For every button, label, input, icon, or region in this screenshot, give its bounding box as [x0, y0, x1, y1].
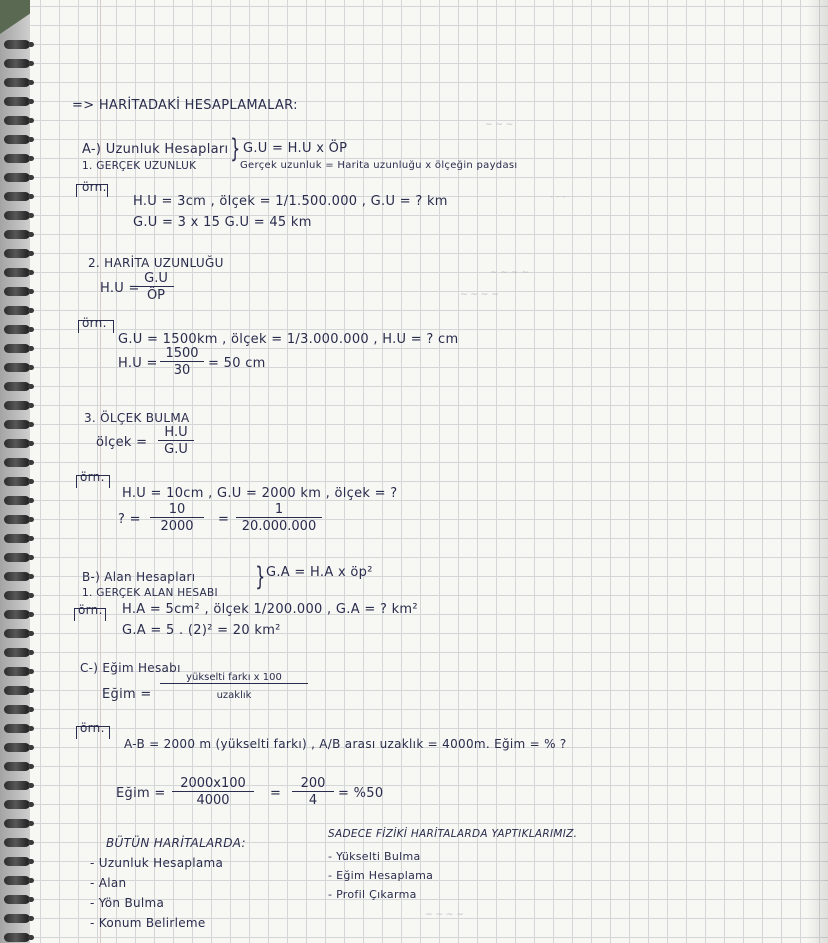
right-list-item: - Eğim Hesaplama [328, 869, 434, 882]
right-list-item: - Profil Çıkarma [328, 888, 417, 901]
spiral-ring [4, 895, 30, 904]
spiral-ring [4, 439, 30, 448]
spiral-ring [4, 249, 30, 258]
spiral-ring [4, 686, 30, 695]
spiral-ring [4, 59, 30, 68]
spiral-ring [4, 477, 30, 486]
example-2-result: = 50 cm [208, 356, 266, 371]
spiral-ring [4, 325, 30, 334]
spiral-ring [4, 40, 30, 49]
example-label: örn. [78, 603, 103, 617]
section-c-example-fraction-1 [172, 776, 254, 808]
fraction-numerator: H.U [158, 425, 194, 441]
section-c-example-result: = %50 [338, 786, 384, 801]
spiral-ring [4, 876, 30, 885]
fraction-numerator: 1500 [160, 346, 204, 362]
section-c-heading: C-) Eğim Hesabı [80, 661, 181, 675]
spiral-ring [4, 116, 30, 125]
example-3-line-1: H.U = 10cm , G.U = 2000 km , ölçek = ? [122, 486, 398, 501]
spiral-ring [4, 781, 30, 790]
spiral-ring [4, 363, 30, 372]
section-c-example-line-1: A-B = 2000 m (yükselti farkı) , A/B arası uzaklık = 4000m. Eğim = % ? [124, 737, 567, 751]
fraction-denominator: 20.000.000 [241, 519, 317, 534]
brace-symbol: } [230, 134, 241, 164]
bleed-through-mark: ~ ~ ~ ~ [425, 910, 464, 920]
example-1-line-1: H.U = 3cm , ölçek = 1/1.500.000 , G.U = ? km [133, 194, 448, 209]
example-1-line-2: G.U = 3 x 15 G.U = 45 km [133, 215, 312, 230]
example-label: örn. [82, 316, 107, 330]
fraction-denominator: uzaklık [216, 690, 252, 701]
spiral-ring [4, 306, 30, 315]
spiral-ring [4, 800, 30, 809]
equals-sign: = [270, 786, 282, 801]
section-a-item3-title: 3. ÖLÇEK BULMA [84, 411, 190, 425]
spiral-ring [4, 762, 30, 771]
spiral-ring [4, 705, 30, 714]
example-2-lhs: H.U = [118, 356, 158, 371]
example-2-line-1: G.U = 1500km , ölçek = 1/3.000.000 , H.U = ? cm [118, 332, 459, 347]
left-list-item: - Yön Bulma [90, 896, 165, 910]
spiral-ring [4, 344, 30, 353]
spiral-ring [4, 211, 30, 220]
bleed-through-mark: - - - [550, 192, 566, 202]
spiral-ring [4, 933, 30, 942]
spiral-ring [4, 268, 30, 277]
bleed-through-mark: ~ ~ ~ ~ [490, 268, 529, 278]
spiral-ring [4, 667, 30, 676]
spiral-ring [4, 724, 30, 733]
section-a-item2-title: 2. HARİTA UZUNLUĞU [88, 256, 224, 270]
page-edge-shadow [806, 0, 828, 943]
spiral-ring [4, 553, 30, 562]
spiral-ring [4, 534, 30, 543]
page-title: => HARİTADAKİ HESAPLAMALAR: [72, 98, 298, 113]
spiral-ring [4, 173, 30, 182]
fraction-denominator: ÖP [146, 288, 166, 303]
equals-sign: = [218, 512, 230, 527]
spiral-ring [4, 401, 30, 410]
graph-paper-page [30, 0, 828, 943]
left-list-item: - Alan [90, 876, 127, 890]
spiral-ring [4, 914, 30, 923]
fraction-denominator: 4 [308, 793, 318, 808]
bleed-through-mark: ~ ~ ~ [485, 120, 514, 130]
section-b-item1-title: 1. GERÇEK ALAN HESABI [82, 587, 218, 599]
fraction-denominator: 4000 [196, 793, 230, 808]
fraction-numerator: yükselti farkı x 100 [160, 672, 308, 684]
spiral-ring [4, 420, 30, 429]
section-a-item1-desc: Gerçek uzunluk = Harita uzunluğu x ölçeğin paydası [240, 160, 518, 171]
section-c-formula-fraction [160, 672, 308, 701]
fraction-numerator: 2000x100 [172, 776, 254, 792]
section-c-example-fraction-2 [292, 776, 334, 808]
spiral-ring [4, 629, 30, 638]
fraction-numerator: G.U [138, 271, 174, 287]
spiral-ring [4, 230, 30, 239]
example-2-fraction [160, 346, 204, 378]
spiral-ring [4, 648, 30, 657]
fraction-denominator: G.U [164, 442, 188, 457]
fraction-denominator: 30 [173, 363, 191, 378]
left-list-item: - Uzunluk Hesaplama [90, 856, 224, 870]
spiral-ring [4, 743, 30, 752]
example-3-lhs: ? = [118, 512, 141, 527]
spiral-ring [4, 819, 30, 828]
example-3-fraction-1 [150, 502, 204, 534]
spiral-ring [4, 572, 30, 581]
spiral-ring [4, 97, 30, 106]
right-list-title: SADECE FİZİKİ HARİTALARDA YAPTIKLARIMIZ. [328, 828, 578, 840]
spiral-ring [4, 192, 30, 201]
left-list-item: - Konum Belirleme [90, 916, 206, 930]
example-3-fraction-2 [236, 502, 322, 534]
item2-formula-fraction [138, 271, 174, 303]
right-list-item: - Yükselti Bulma [328, 850, 421, 863]
example-label: örn. [80, 470, 105, 484]
fraction-denominator: 2000 [160, 519, 194, 534]
spiral-ring [4, 458, 30, 467]
section-c-example-lhs: Eğim = [116, 786, 166, 801]
section-a-item1-title: 1. GERÇEK UZUNLUK [82, 160, 197, 172]
example-label: örn. [82, 180, 107, 194]
item2-formula-lhs: H.U = [100, 281, 140, 296]
spiral-ring [4, 591, 30, 600]
spiral-ring [4, 496, 30, 505]
spiral-ring [4, 857, 30, 866]
spiral-ring [4, 382, 30, 391]
left-list-title: BÜTÜN HARİTALARDA: [106, 836, 246, 850]
example-label: örn. [80, 721, 105, 735]
brace-symbol: } [255, 562, 266, 592]
spiral-ring [4, 287, 30, 296]
fraction-numerator: 1 [236, 502, 322, 518]
section-a-formula: G.U = H.U x ÖP [243, 141, 348, 156]
fraction-numerator: 10 [150, 502, 204, 518]
spiral-ring [4, 838, 30, 847]
item3-formula-fraction [158, 425, 194, 457]
spiral-ring [4, 78, 30, 87]
section-a-heading: A-) Uzunluk Hesapları [82, 142, 229, 157]
bleed-through-mark: ~ ~ ~ ~ [460, 290, 499, 300]
spiral-ring [4, 515, 30, 524]
spiral-ring [4, 154, 30, 163]
section-b-example-line-2: G.A = 5 . (2)² = 20 km² [122, 623, 281, 638]
spiral-ring [4, 610, 30, 619]
fraction-numerator: 200 [292, 776, 334, 792]
item3-formula-lhs: ölçek = [96, 435, 148, 450]
section-b-example-line-1: H.A = 5cm² , ölçek 1/200.000 , G.A = ? km² [122, 602, 418, 617]
spiral-ring [4, 135, 30, 144]
section-c-formula-lhs: Eğim = [102, 687, 152, 702]
section-b-formula: G.A = H.A x öp² [266, 565, 373, 580]
section-b-heading: B-) Alan Hesapları [82, 570, 196, 584]
